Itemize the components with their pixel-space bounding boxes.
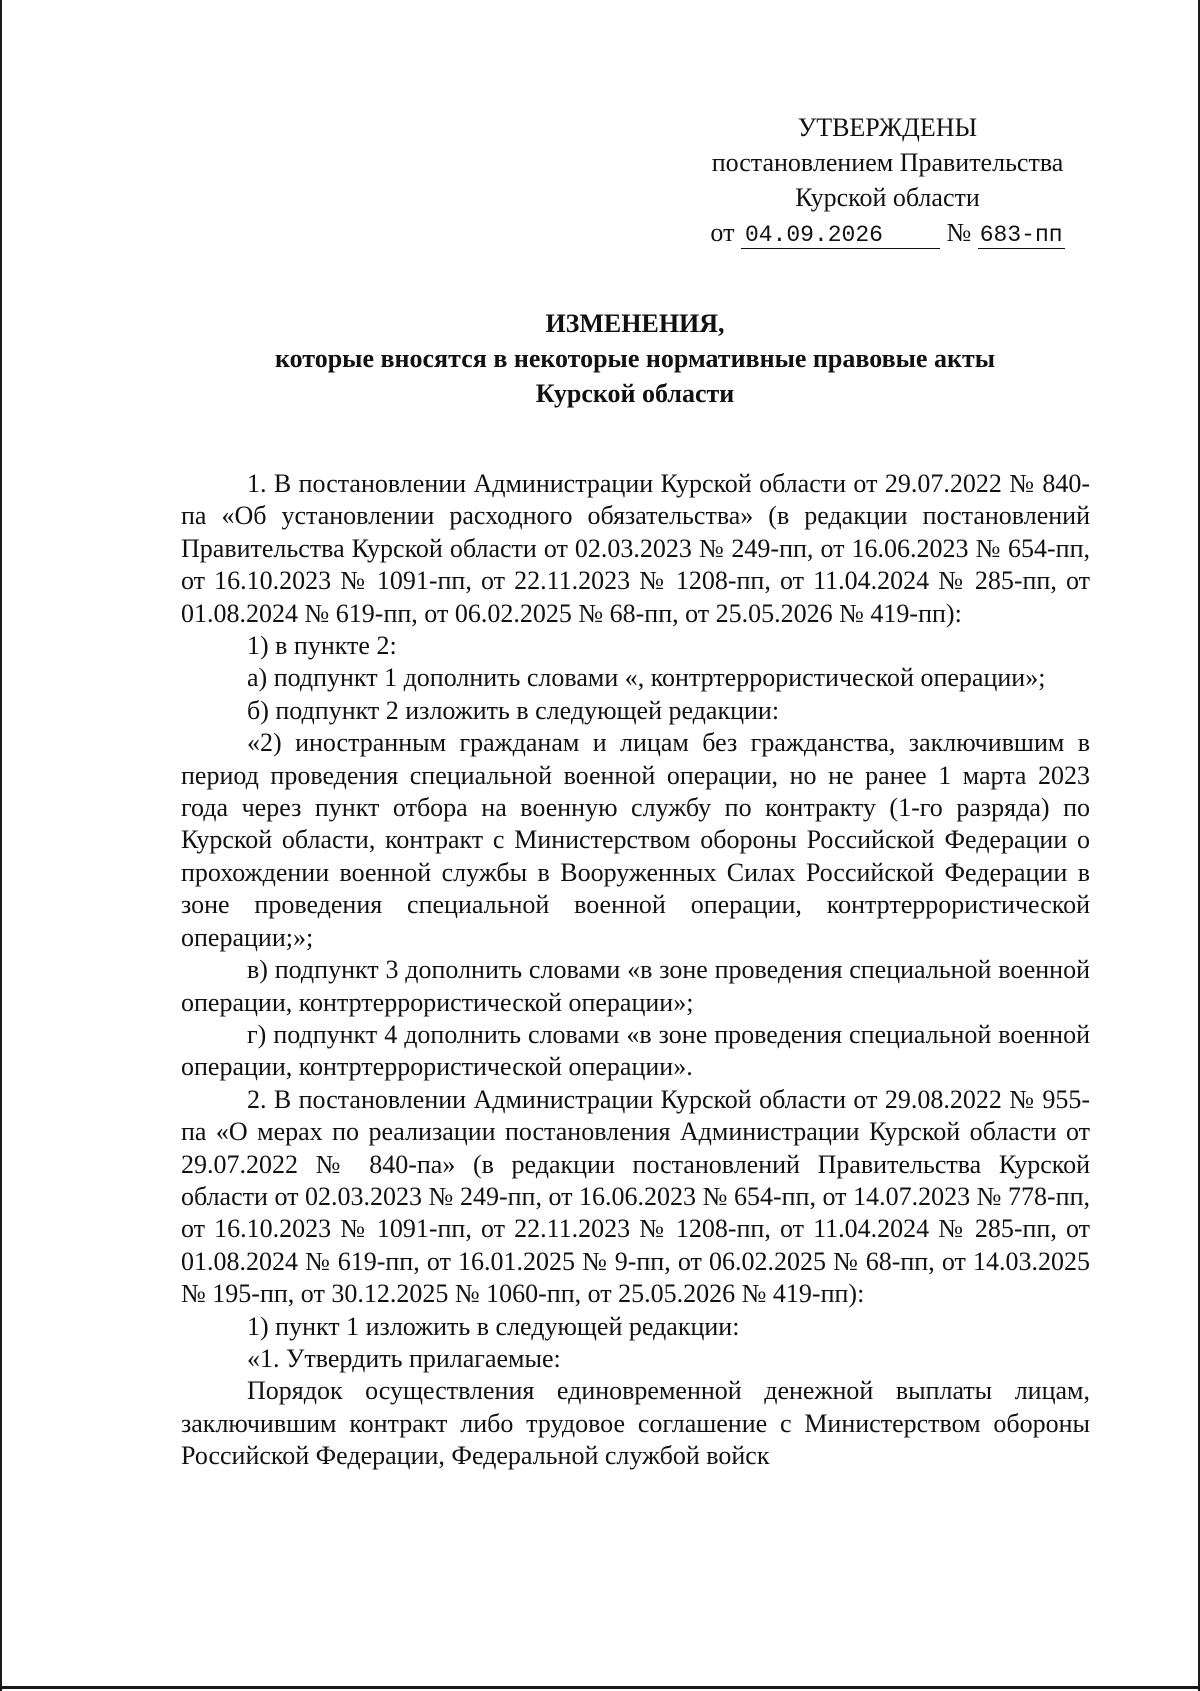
approval-from-label: от (710, 218, 735, 247)
paragraph: 1. В постановлении Администрации Курской области от 29.07.2022 № 840-па «Об установлении расходного обязательства» (в редакции постановлений Правительства Курской области от 02.03.2023 № 249-пп, от 16.06.2023 № 654-пп, от 16.10.2023 № 1091-пп, от 22.11.2023 № 1208-пп, от 11.04.2024 № 285-пп, от 01.08.2024 № 619-пп, от 06.02.2025 № 68-пп, от 25.05.2026 № 419-пп): (181, 469, 1090, 628)
paragraph: «2) иностранным гражданам и лицам без гражданства, заключившим в период проведения специальной военной операции, но не ранее 1 марта 2023 года через пункт отбора на военную службу по контракту (1-го разряда) по Курской области, контракт с Министерством обороны Российской Федерации о прохождении военной службы в Вооруженных Силах Российской Федерации в зоне проведения специальной военной операции, контртеррористической операции;»; (181, 728, 1090, 952)
approval-stamp-block (690, 110, 1085, 250)
document-subtitle-line1: которые вносятся в некоторые нормативные правовые акты (274, 344, 996, 373)
paragraph: а) подпункт 1 дополнить словами «, контртеррористической операции»; (247, 663, 1046, 693)
approval-date-number (690, 215, 1085, 250)
paragraph: 1) в пункте 2: (247, 631, 397, 661)
approval-number: 683-пп (979, 222, 1063, 248)
paragraph: г) подпункт 4 дополнить словами «в зоне проведения специальной военной операции, контртеррористической операции». (181, 1019, 1090, 1082)
document-subtitle-line2: Курской области (535, 379, 735, 408)
paragraph: в) подпункт 3 дополнить словами «в зоне проведения специальной военной операции, контртеррористической операции»; (181, 955, 1090, 1017)
paragraph: б) подпункт 2 изложить в следующей редакции: (247, 695, 780, 725)
document-title: ИЗМЕНЕНИЯ, (545, 309, 725, 338)
paragraph: Порядок осуществления единовременной денежной выплаты лицам, заключившим контракт либо трудовое соглашение с Министерством обороны Российской Федерации, Федеральной службой войск (181, 1376, 1090, 1471)
approval-number-label: № (946, 218, 972, 247)
paragraph: «1. Утвердить прилагаемые: (247, 1343, 561, 1373)
approval-date: 04.09.2026 (741, 222, 940, 249)
approval-issuer: постановлением Правительства (711, 148, 1064, 177)
paragraph: 2. В постановлении Администрации Курской области от 29.08.2022 № 955-па «О мерах по реализации постановления Администрации Курской области от 29.07.2022 № 840-па» (в редакции постановлений Правительства Курской области от 02.03.2023 № 249-пп, от 16.06.2023 № 654-пп, от 14.07.2023 № 778-пп, от 16.10.2023 № 1091-пп, от 22.11.2023 № 1208-пп, от 11.04.2024 № 285-пп, от 01.08.2024 № 619-пп, от 16.01.2025 № 9-пп, от 06.02.2025 № 68-пп, от 14.03.2025 № 195-пп, от 30.12.2025 № 1060-пп, от 25.05.2026 № 419-пп): (181, 1084, 1090, 1309)
document-body (181, 468, 1090, 1473)
approval-title: УТВЕРЖДЕНЫ (797, 113, 978, 142)
scan-border-left (0, 0, 2, 1691)
paragraph: 1) пункт 1 изложить в следующей редакции: (247, 1311, 740, 1341)
approval-region: Курской области (795, 183, 980, 212)
scan-border-bottom (0, 1686, 1200, 1689)
document-heading (180, 306, 1090, 411)
